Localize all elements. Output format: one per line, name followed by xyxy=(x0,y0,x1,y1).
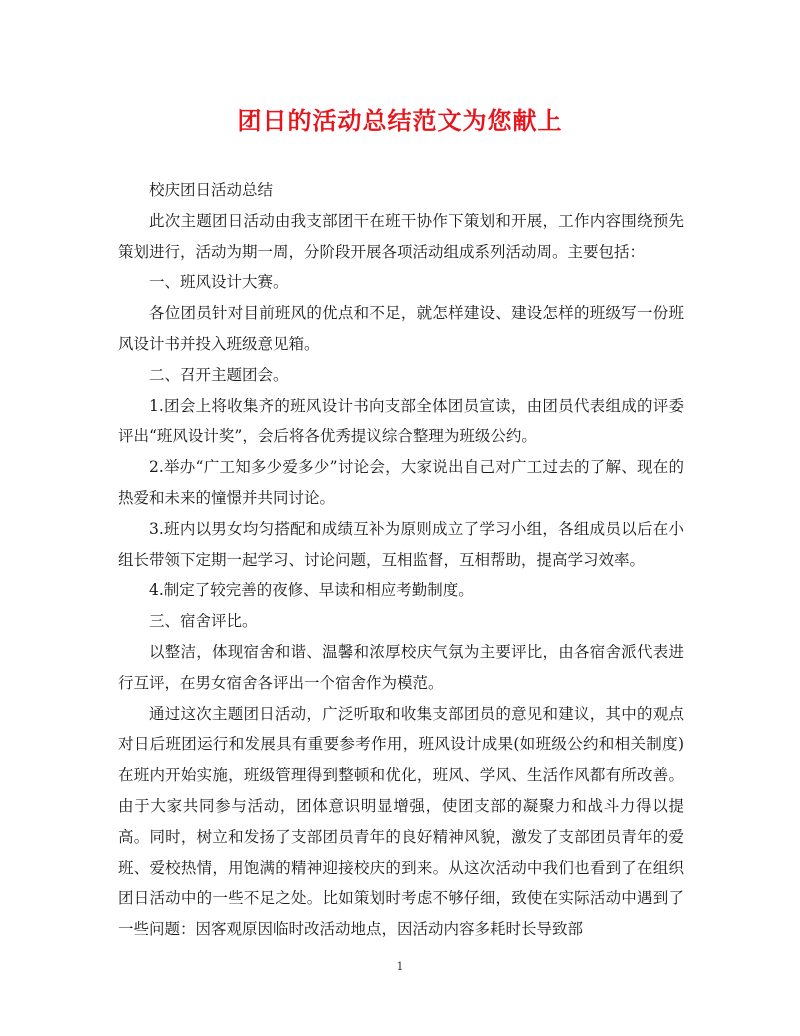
section-heading-3: 三、宿舍评比。 xyxy=(149,612,258,631)
paragraph-subtitle: 校庆团日活动总结 xyxy=(149,181,274,199)
paragraph-section-3: 以整洁，体现宿舍和谐、温馨和浓厚校庆气氛为主要评比，由各宿舍派代表进行互评，在男女宿舍各评出一个宿舍作为模范。 xyxy=(118,642,684,692)
page-number: 1 xyxy=(396,960,404,973)
paragraph-item-1: 1.团会上将收集齐的班风设计书向支部全体团员宣读，由团员代表组成的评委评出“班风设计奖”，会后将各优秀提议综合整理为班级公约。 xyxy=(118,396,684,446)
document-title: 团日的活动总结范文为您献上 xyxy=(237,106,563,135)
paragraph-item-2: 2.举办“广工知多少爱多少”讨论会，大家说出自己对广工过去的了解、现在的热爱和未来的憧憬并共同讨论。 xyxy=(118,458,684,507)
section-heading-1: 一、班风设计大赛。 xyxy=(149,273,289,292)
paragraph-intro: 此次主题团日活动由我支部团干在班干协作下策划和开展，工作内容围绕预先策划进行，活动为期一周，分阶段开展各项活动组成系列活动周。主要包括： xyxy=(118,211,684,261)
document-body xyxy=(118,175,684,945)
paragraph-item-4: 4.制定了较完善的夜修、早读和相应考勤制度。 xyxy=(149,581,474,600)
paragraph-item-3: 3.班内以男女均匀搭配和成绩互补为原则成立了学习小组，各组成员以后在小组长带领下定期一起学习、讨论问题，互相监督，互相帮助，提高学习效率。 xyxy=(118,519,684,569)
paragraph-summary: 通过这次主题团日活动，广泛听取和收集支部团员的意见和建议，其中的观点对日后班团运行和发展具有重要参考作用，班风设计成果(如班级公约和相关制度)在班内开始实施，班级管理得到整顿和优化，班风、学风、生活作风都有所改善。由于大家共同参与活动，团体意识明显增强，使团支部的凝聚力和战斗力得以提高。同时，树立和发扬了支部团员青年的良好精神风貌，激发了支部团员青年的爱班、爱校热情，用饱满的精神迎接校庆的到来。从这次活动中我们也看到了在组织团日活动中的一些不足之处。比如策划时考虑不够仔细，致使在实际活动中遇到了一些问题：因客观原因临时改活动地点，因活动内容多耗时长导致部 xyxy=(118,704,684,939)
paragraph-section-1: 各位团员针对目前班风的优点和不足，就怎样建设、建设怎样的班级写一份班风设计书并投入班级意见箱。 xyxy=(118,304,684,353)
section-heading-2: 二、召开主题团会。 xyxy=(149,365,289,384)
